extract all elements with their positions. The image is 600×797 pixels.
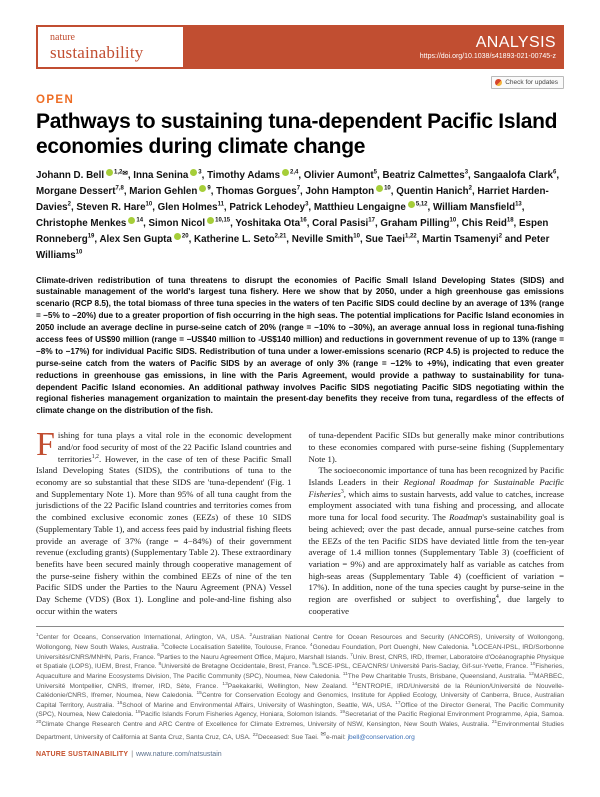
superscript: 1,2 (114, 170, 123, 177)
text-run: ishing for tuna plays a vital role in the economic development and/or food security of most of the 22 Pacific Island countries and territories (57, 430, 292, 464)
text-run: Environmental Studies Department, University of California at Santa Cruz, Santa Cruz, CA, USA. (36, 721, 564, 741)
superscript: 3 (161, 643, 165, 649)
orcid-icon[interactable] (408, 201, 415, 208)
footer-url[interactable]: www.nature.com/natsustain (136, 750, 222, 758)
affiliations-divider (36, 626, 564, 627)
text-run: , Marion Gehlen (123, 186, 198, 198)
superscript: 5 (373, 170, 378, 177)
logo-text-sustainability: sustainability (50, 43, 144, 62)
text-run: , Espen Ronneberg (36, 217, 549, 245)
text-run: , Inna Senina (127, 170, 189, 182)
superscript: 12 (528, 671, 534, 677)
footer-separator: | (131, 750, 134, 758)
page-footer (36, 751, 564, 758)
superscript: 7 (296, 185, 301, 192)
superscript: 3 (464, 170, 469, 177)
superscript: 1,2 (91, 453, 99, 460)
superscript: 2 (498, 233, 503, 240)
superscript: 21 (491, 719, 498, 725)
text-run: , Matthieu Lengaigne (308, 202, 406, 214)
text-run: The Pew Charitable Trusts, Brisbane, Queensland, Australia. (347, 673, 529, 681)
text-run: , Timothy Adams (201, 170, 281, 182)
superscript: 1 (36, 633, 39, 639)
body-column-right (309, 430, 565, 617)
text-run: 's sustainability goal is being achieved; over the past decade, annual purse-seine catches from the EEZs of the ten Pacific SIDS have deviated little from the ten-year average of 1.4 million tonnes (Supplementary Table 3) (coefficient of variation = 9%) and are approximately half as variable as catches from high-seas areas (Supplementary Table 4) (coefficient of variation = 17%). In addition, none of the tuna species caught by purse-seine in the region are overfished or subject to overfishing (308, 512, 565, 605)
superscript: 16 (116, 700, 123, 706)
text-run: Gonedau Foundation, Port Ouenghi, New Caledonia. (312, 644, 472, 652)
superscript: 8 (158, 662, 162, 668)
orcid-icon[interactable] (282, 169, 289, 176)
superscript: 20 (36, 719, 42, 725)
text-run: , due largely to cooperative (308, 594, 565, 616)
text-run: LOCEAN-IPSL, IRD/Sorbonne Universités/CNRS/MNHN, Paris, France. (36, 644, 564, 661)
nature-sustainability-logo[interactable] (36, 25, 185, 69)
body-column-left (36, 426, 292, 617)
text-run: Parties to the Nauru Agreement Office, Majuro, Marshall Islands. (159, 653, 351, 661)
superscript: 10 (384, 185, 391, 192)
superscript: 2 (67, 201, 71, 208)
superscript: 16 (300, 217, 307, 224)
superscript: 2,21 (274, 233, 287, 240)
superscript: 14 (136, 217, 144, 224)
crossmark-icon (495, 79, 502, 86)
text-run: , Thomas Gorgues (210, 186, 297, 198)
text-run: , Alex Sen Gupta (94, 233, 172, 245)
superscript: 15 (196, 691, 202, 697)
text-run: LSCE-IPSL, CEA/CNRS/ Université Paris-Saclay, Gif-sur-Yvette, France. (314, 663, 531, 671)
journal-banner (36, 25, 564, 69)
text-run: , Patrick Lehodey (223, 202, 306, 214)
open-access-label: OPEN (36, 94, 75, 106)
badge-label: Check for updates (505, 79, 558, 86)
superscript: 9 (312, 662, 315, 668)
check-for-updates-badge[interactable] (491, 76, 564, 89)
text-run: , Morgane Dessert (36, 170, 560, 198)
badge-row (36, 76, 564, 89)
text-run: , Chis Reid (456, 217, 507, 229)
superscript: 10 (353, 233, 360, 240)
orcid-icon[interactable] (376, 185, 383, 192)
text-run: , Coral Pasisi (306, 217, 369, 229)
text-run: Univ. Brest, CNRS, IRD, Ifremer, Laboratoire d'Océanographie Physique et Spatiale (LOPS), IUEM, Brest, France. (36, 653, 564, 671)
superscript: 19 (339, 710, 346, 716)
email-link[interactable]: jbell@conservation.org (347, 733, 415, 741)
text-run: , Harriet Harden-Davies (36, 186, 549, 214)
text-run: Roadmap (449, 512, 483, 523)
superscript: 22 (252, 732, 258, 738)
superscript: 17 (368, 217, 375, 224)
superscript: 6 (552, 170, 557, 177)
superscript: 7,8 (115, 185, 124, 192)
superscript: 10 (449, 217, 457, 224)
body-paragraph-1 (36, 426, 292, 617)
superscript: 3 (305, 201, 309, 208)
superscript: 20 (181, 233, 189, 240)
superscript: 1,22 (404, 233, 417, 240)
text-run: ENTROPIE, IRD/Université de la Réunion/Université de Nouvelle-Calédonie/CNRS, Ifremer, Noumea, New Caledonia. (36, 682, 564, 700)
superscript: 19 (87, 233, 95, 240)
orcid-icon[interactable] (174, 233, 181, 240)
superscript: 10,15 (215, 217, 231, 224)
superscript: 5,12 (415, 201, 428, 208)
superscript: 3 (340, 488, 344, 495)
superscript: 11 (342, 671, 348, 677)
text-run: , Christophe Menkes (36, 202, 525, 229)
body-col1-text (36, 426, 292, 616)
text-run: , Quentin Hanich (390, 186, 469, 198)
article-title: Pathways to sustaining tuna-dependent Pacific Island economies during climate change (36, 110, 558, 159)
text-run: , Beatriz Calmettes (377, 170, 465, 182)
text-run: , Graham Pilling (374, 217, 450, 229)
text-run: , which aims to sustain harvests, add value to catches, increase employment associated with tuna fishing and processing, and allocate more tuna for local food security. The (308, 488, 564, 523)
superscript: 6 (157, 652, 160, 658)
text-run: and Peter Williams (36, 233, 550, 261)
text-run: , Sue Taei (359, 233, 405, 245)
text-run: Climate Change Research Centre and ARC Centre of Excellence for Climate Extremes, University of NSW, Kensington, New South Wales, Australia. (41, 721, 492, 729)
text-run: Collecte Localisation Satellite, Toulouse, France. (164, 644, 310, 652)
text-run: , Olivier Aumont (298, 170, 374, 182)
superscript: 10 (145, 201, 153, 208)
superscript: 11 (217, 201, 224, 208)
text-run: Regional Roadmap for Sustainable Pacific Fisheries (308, 477, 565, 499)
superscript: 2 (468, 185, 472, 192)
text-run: Office of the Director General, The Pacific Community (SPC), Noumea, New Caledonia. (36, 701, 564, 719)
superscript: 4 (495, 594, 499, 601)
superscript: 4 (309, 643, 313, 649)
text-run: Deceased: Sue Taei. (257, 733, 321, 741)
superscript: 7 (350, 652, 353, 658)
superscript: 3 (198, 170, 202, 177)
orcid-icon[interactable] (190, 169, 197, 176)
orcid-icon[interactable] (199, 185, 206, 192)
corresponding-author-icon: ✉ (122, 170, 128, 178)
text-run: , Yoshitaka Ota (230, 217, 301, 229)
superscript: 5 (471, 643, 475, 649)
text-run: Centre for Conservation Ecology and Genomics, Institute for Applied Ecology, University of Canberra, Bruce, Australian Capital Territory, Australia. (36, 692, 564, 709)
superscript: 2,4 (290, 170, 299, 177)
text-run: Pacific Islands Forum Fisheries Agency, Honiara, Solomon Islands. (140, 711, 340, 719)
superscript: 18 (135, 710, 141, 716)
superscript: 13 (515, 201, 522, 208)
text-run: School of Marine and Environmental Affairs, University of Washington, Seattle, WA, USA. (122, 701, 396, 709)
superscript: 2 (249, 633, 253, 639)
email-icon: ✉ (320, 730, 326, 738)
text-run: , Sangaalofa Clark (468, 170, 553, 182)
superscript: 10 (75, 249, 83, 256)
text-run: , Martin Tsamenyi (416, 233, 499, 245)
text-run: Johann D. Bell (36, 170, 105, 182)
superscript: 17 (395, 700, 401, 706)
article-type-label: ANALYSIS (475, 33, 556, 51)
footer-journal-name: NATURE SUSTAINABILITY (36, 750, 129, 758)
body-paragraph-2: of tuna-dependent Pacific SIDs but generally make minor contributions to these economies compared with purse-seine fishing (Supplementary Note 1). (308, 430, 564, 464)
superscript: 9 (207, 185, 211, 192)
text-run: Fisheries, Aquaculture and Marine Ecosystems Division, The Pacific Community (SPC), Noumea, New Caledonia. (36, 663, 564, 681)
author-list (36, 168, 564, 263)
text-run: Secretariat of the Pacific Regional Environment Programme, Apia, Samoa. (345, 711, 564, 719)
text-run: , Katherine L. Seto (188, 233, 275, 245)
text-run: e-mail: (325, 733, 348, 741)
text-run: . However, in the case of ten of these Pacific Small Island Developing States (SIDS), the contributions of tuna to the economy are so substantial that these SIDS are 'tuna-dependent' (Fig. 1 and Supplementary Note 1). More than 95% of all tuna caught from the jurisdictions of the 22 Pacific Island countries and territories comes from the combined exclusive economic zones (EEZs) of these 10 SIDS (Supplementary Table 1), and access fees paid by industrial fishing fleets provide an average of 37% (range = 4−84%) of their government revenue (excluding grants) (Supplementary Table 2). These extraordinary benefits have been secured mainly through cooperative management of the purse-seine fishery within the combined EEZs of nine of the ten Pacific SIDS under the Parties to the Nauru Agreement (PNA) Vessel Day Scheme (VDS) (Box 1). Longline and pole-and-line fishing also occur within the waters (36, 453, 292, 616)
logo-text-nature: nature (50, 32, 75, 43)
text-run: , Neville Smith (286, 233, 354, 245)
superscript: 10 (530, 662, 536, 668)
doi-link[interactable]: https://doi.org/10.1038/s41893-021-00745-z (419, 53, 556, 61)
orcid-icon[interactable] (128, 217, 135, 224)
abstract: Climate-driven redistribution of tuna threatens to disrupt the economies of Pacific Small Island Developing States (SIDS) and sustainable management of the world's largest tuna fishery. Here we show that by 2050, under a high greenhouse gas emissions scenario (RCP 8.5), the total biomass of three tuna species in the waters of ten Pacific SIDS could decline by an average of 13% (range = −5% to −20%) due to a greater proportion of fish occurring in the high seas. The potential implications for Pacific Island economies in 2050 include an average decline in purse-seine catch of 20% (range = −10% to −30%), an average annual loss in regional tuna-fishing access fees of US$90 million (range = −US$40 million to -US$140 million) and reductions in government revenue of up to 13% (range = −8% to −17%) for individual Pacific SIDS. Redistribution of tuna under a lower-emissions scenario (RCP 4.5) is projected to reduce the purse-seine catch from the waters of Pacific SIDS by an average of only 3% (range = −12% to +9%), indicating that even greater reductions in greenhouse gas emissions, in line with the Paris Agreement, would provide a pathway to sustainability for tuna-dependent Pacific Island economies. An additional pathway involves Pacific SIDS negotiating Pacific SIDS negotiating within the regional fisheries management organization to maintain the present-day benefits they receive from tuna, regardless of the effects of climate change on the distribution of the fish. (36, 275, 564, 416)
text-run: Université de Bretagne Occidentale, Brest, France. (161, 663, 313, 671)
text-run: Paekakariki, Wellington, New Zealand. (227, 682, 352, 690)
superscript: 13 (222, 681, 228, 687)
body-columns (36, 426, 565, 617)
text-run: , John Hampton (300, 186, 375, 198)
affiliations (36, 633, 564, 742)
superscript: 14 (351, 681, 358, 687)
text-run: , William Mansfield (427, 202, 516, 214)
body-paragraph-3 (309, 465, 565, 617)
text-run: The socioeconomic importance of tuna has been recognized by Pacific Islands Leaders in their (308, 465, 564, 488)
text-run: , Steven R. Hare (70, 202, 146, 214)
orcid-icon[interactable] (106, 169, 113, 176)
text-run: MARBEC, Université Montpellier, CNRS, Ifremer, IRD, Sète, France. (36, 673, 564, 690)
text-run: Australian National Centre for Ocean Resources and Security (ANCORS), University of Wollongong, Wollongong, New South Wales, Australia. (36, 634, 564, 652)
text-run: , Simon Nicol (143, 217, 206, 229)
superscript: 18 (506, 217, 514, 224)
banner-right (420, 25, 564, 69)
orcid-icon[interactable] (207, 217, 214, 224)
text-run: Center for Oceans, Conservation International, Arlington, VA, USA. (38, 634, 250, 642)
text-run: , Glen Holmes (152, 202, 218, 214)
drop-cap: F (36, 426, 55, 464)
